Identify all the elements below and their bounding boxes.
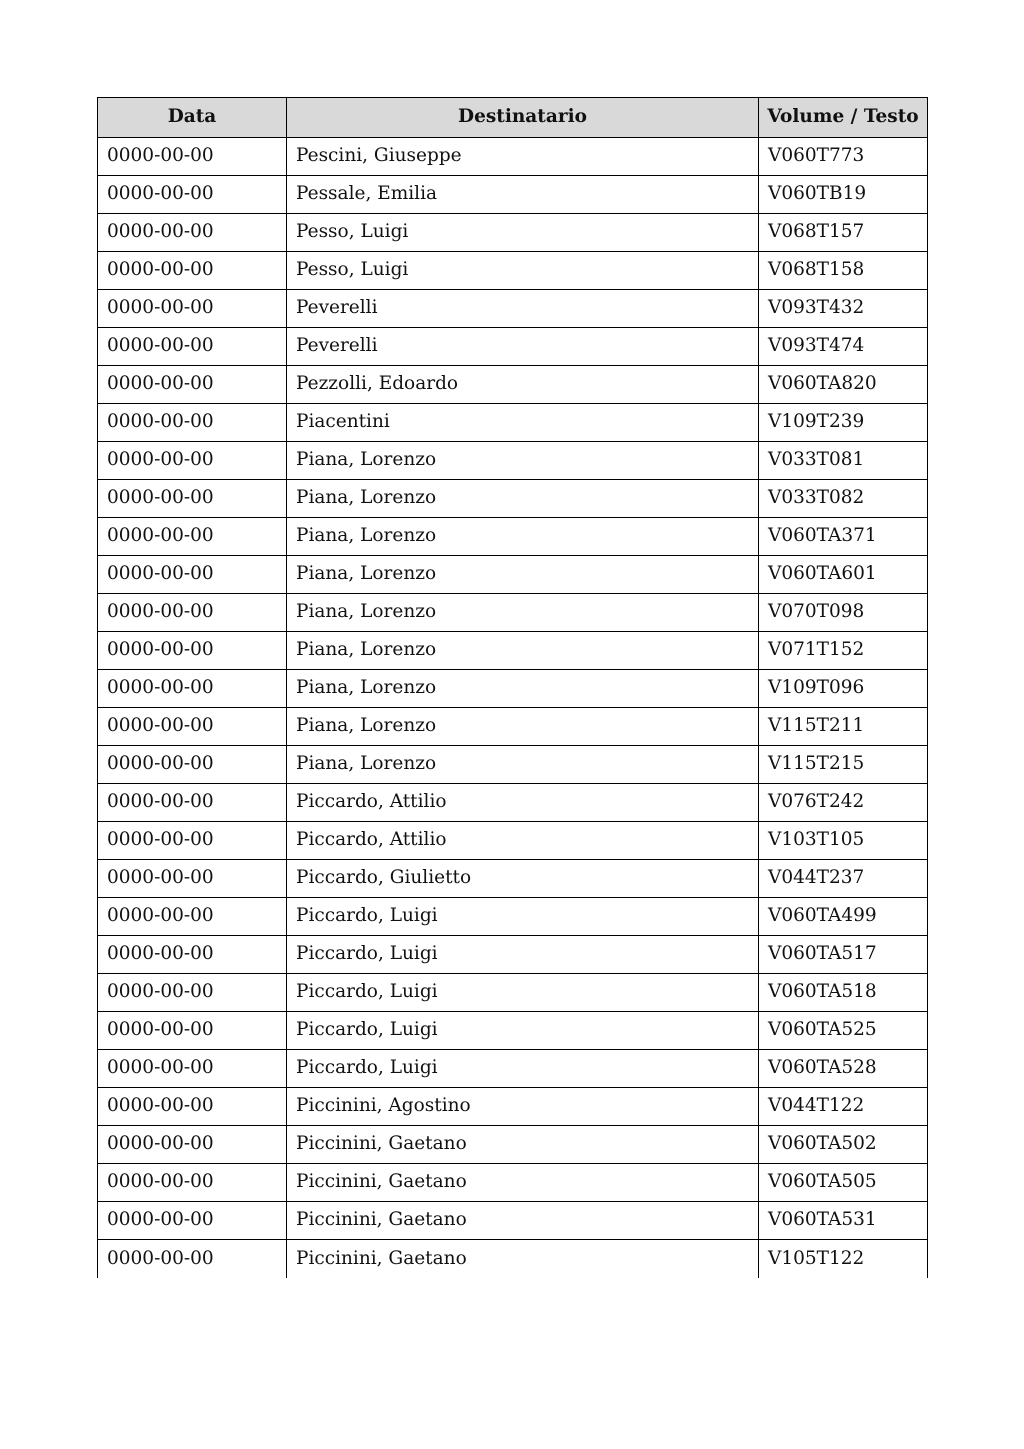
- cell-volume: V060TA525: [759, 1012, 928, 1050]
- cell-data: 0000-00-00: [98, 518, 287, 556]
- cell-volume: V060TA528: [759, 1050, 928, 1088]
- table-row: [98, 822, 928, 860]
- table-row: [98, 936, 928, 974]
- table-row: [98, 214, 928, 252]
- cell-destinatario: Piccardo, Luigi: [287, 974, 759, 1012]
- cell-data: 0000-00-00: [98, 860, 287, 898]
- column-header-volume: Volume / Testo: [759, 98, 928, 138]
- cell-data: 0000-00-00: [98, 138, 287, 176]
- cell-data: 0000-00-00: [98, 746, 287, 784]
- cell-destinatario: Piccardo, Luigi: [287, 898, 759, 936]
- cell-destinatario: Piccinini, Gaetano: [287, 1240, 759, 1278]
- table-row: [98, 1164, 928, 1202]
- table-row: [98, 328, 928, 366]
- cell-destinatario: Peverelli: [287, 328, 759, 366]
- cell-volume: V060TA518: [759, 974, 928, 1012]
- cell-data: 0000-00-00: [98, 1126, 287, 1164]
- cell-data: 0000-00-00: [98, 480, 287, 518]
- cell-data: 0000-00-00: [98, 1240, 287, 1278]
- cell-destinatario: Piana, Lorenzo: [287, 746, 759, 784]
- cell-volume: V103T105: [759, 822, 928, 860]
- cell-destinatario: Pezzolli, Edoardo: [287, 366, 759, 404]
- table-body: [98, 138, 928, 1278]
- table-row: [98, 784, 928, 822]
- cell-volume: V109T239: [759, 404, 928, 442]
- cell-data: 0000-00-00: [98, 974, 287, 1012]
- cell-destinatario: Piana, Lorenzo: [287, 480, 759, 518]
- cell-destinatario: Piccardo, Attilio: [287, 822, 759, 860]
- cell-volume: V044T122: [759, 1088, 928, 1126]
- table-row: [98, 1012, 928, 1050]
- table-row: [98, 252, 928, 290]
- cell-destinatario: Piccinini, Agostino: [287, 1088, 759, 1126]
- cell-destinatario: Pesso, Luigi: [287, 214, 759, 252]
- table-row: [98, 366, 928, 404]
- cell-destinatario: Piana, Lorenzo: [287, 594, 759, 632]
- cell-destinatario: Piccardo, Attilio: [287, 784, 759, 822]
- table-header-row: [98, 98, 928, 138]
- cell-data: 0000-00-00: [98, 442, 287, 480]
- cell-destinatario: Piana, Lorenzo: [287, 518, 759, 556]
- cell-volume: V060T773: [759, 138, 928, 176]
- cell-data: 0000-00-00: [98, 1050, 287, 1088]
- cell-data: 0000-00-00: [98, 670, 287, 708]
- cell-volume: V060TB19: [759, 176, 928, 214]
- cell-data: 0000-00-00: [98, 328, 287, 366]
- table-row: [98, 898, 928, 936]
- cell-destinatario: Piana, Lorenzo: [287, 442, 759, 480]
- table-row: [98, 138, 928, 176]
- table-row: [98, 1050, 928, 1088]
- cell-data: 0000-00-00: [98, 632, 287, 670]
- cell-data: 0000-00-00: [98, 214, 287, 252]
- cell-data: 0000-00-00: [98, 252, 287, 290]
- table-row: [98, 632, 928, 670]
- cell-data: 0000-00-00: [98, 556, 287, 594]
- cell-volume: V068T158: [759, 252, 928, 290]
- cell-volume: V109T096: [759, 670, 928, 708]
- cell-volume: V033T081: [759, 442, 928, 480]
- table-row: [98, 1202, 928, 1240]
- cell-volume: V060TA531: [759, 1202, 928, 1240]
- cell-destinatario: Piacentini: [287, 404, 759, 442]
- table-row: [98, 1240, 928, 1278]
- cell-destinatario: Piana, Lorenzo: [287, 556, 759, 594]
- cell-data: 0000-00-00: [98, 1202, 287, 1240]
- cell-volume: V093T474: [759, 328, 928, 366]
- cell-destinatario: Peverelli: [287, 290, 759, 328]
- cell-volume: V070T098: [759, 594, 928, 632]
- cell-volume: V060TA505: [759, 1164, 928, 1202]
- cell-data: 0000-00-00: [98, 1012, 287, 1050]
- column-header-destinatario: Destinatario: [287, 98, 759, 138]
- table-row: [98, 556, 928, 594]
- cell-volume: V105T122: [759, 1240, 928, 1278]
- cell-data: 0000-00-00: [98, 784, 287, 822]
- cell-volume: V076T242: [759, 784, 928, 822]
- cell-destinatario: Pessale, Emilia: [287, 176, 759, 214]
- cell-volume: V071T152: [759, 632, 928, 670]
- cell-destinatario: Piccardo, Luigi: [287, 1050, 759, 1088]
- cell-data: 0000-00-00: [98, 936, 287, 974]
- table-row: [98, 1126, 928, 1164]
- cell-data: 0000-00-00: [98, 1088, 287, 1126]
- cell-volume: V060TA820: [759, 366, 928, 404]
- cell-volume: V060TA371: [759, 518, 928, 556]
- cell-data: 0000-00-00: [98, 898, 287, 936]
- cell-data: 0000-00-00: [98, 594, 287, 632]
- table-row: [98, 404, 928, 442]
- cell-volume: V060TA499: [759, 898, 928, 936]
- table-row: [98, 1088, 928, 1126]
- letters-index-table: [97, 97, 928, 1278]
- cell-data: 0000-00-00: [98, 290, 287, 328]
- cell-data: 0000-00-00: [98, 822, 287, 860]
- column-header-data: Data: [98, 98, 287, 138]
- table-row: [98, 746, 928, 784]
- cell-destinatario: Piana, Lorenzo: [287, 670, 759, 708]
- cell-destinatario: Piana, Lorenzo: [287, 632, 759, 670]
- cell-data: 0000-00-00: [98, 366, 287, 404]
- cell-volume: V093T432: [759, 290, 928, 328]
- cell-volume: V060TA517: [759, 936, 928, 974]
- cell-data: 0000-00-00: [98, 176, 287, 214]
- cell-data: 0000-00-00: [98, 1164, 287, 1202]
- table-row: [98, 708, 928, 746]
- cell-volume: V044T237: [759, 860, 928, 898]
- cell-destinatario: Piccardo, Giulietto: [287, 860, 759, 898]
- cell-destinatario: Pesso, Luigi: [287, 252, 759, 290]
- table-row: [98, 442, 928, 480]
- cell-volume: V115T215: [759, 746, 928, 784]
- table-row: [98, 594, 928, 632]
- table-row: [98, 860, 928, 898]
- cell-destinatario: Piccinini, Gaetano: [287, 1164, 759, 1202]
- table-row: [98, 974, 928, 1012]
- cell-destinatario: Pescini, Giuseppe: [287, 138, 759, 176]
- cell-destinatario: Piccinini, Gaetano: [287, 1202, 759, 1240]
- cell-volume: V115T211: [759, 708, 928, 746]
- cell-volume: V060TA601: [759, 556, 928, 594]
- cell-destinatario: Piana, Lorenzo: [287, 708, 759, 746]
- table-row: [98, 518, 928, 556]
- cell-destinatario: Piccardo, Luigi: [287, 1012, 759, 1050]
- table-row: [98, 480, 928, 518]
- cell-volume: V060TA502: [759, 1126, 928, 1164]
- table-row: [98, 176, 928, 214]
- table-row: [98, 290, 928, 328]
- cell-volume: V068T157: [759, 214, 928, 252]
- table-row: [98, 670, 928, 708]
- cell-volume: V033T082: [759, 480, 928, 518]
- cell-destinatario: Piccinini, Gaetano: [287, 1126, 759, 1164]
- cell-data: 0000-00-00: [98, 708, 287, 746]
- cell-destinatario: Piccardo, Luigi: [287, 936, 759, 974]
- cell-data: 0000-00-00: [98, 404, 287, 442]
